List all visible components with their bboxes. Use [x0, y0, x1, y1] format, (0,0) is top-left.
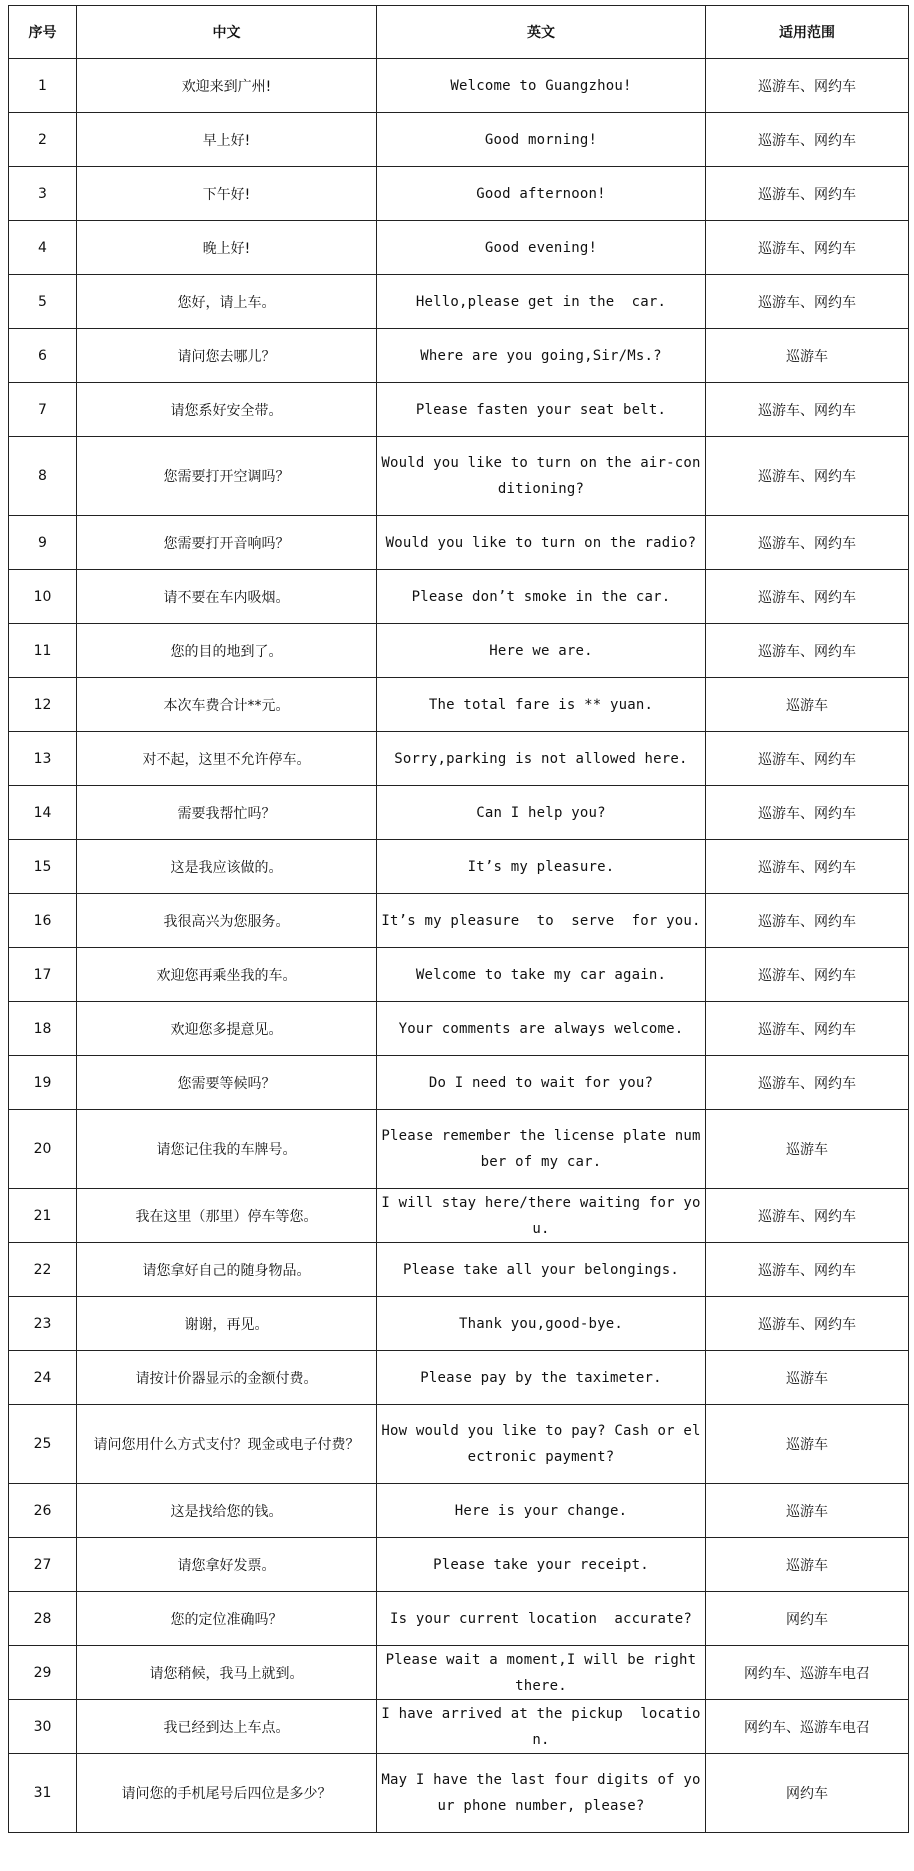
row-chinese-cell: 请您稍候，我马上就到。	[77, 1646, 377, 1700]
row-scope-cell: 巡游车、网约车	[706, 437, 909, 516]
row-index-cell: 25	[9, 1405, 77, 1484]
table-row	[9, 221, 909, 275]
row-english-cell: Where are you going,Sir/Ms.?	[377, 329, 706, 383]
row-english-cell: How would you like to pay? Cash or electronic payment?	[377, 1405, 706, 1484]
row-index-cell: 29	[9, 1646, 77, 1700]
table-row	[9, 383, 909, 437]
row-index-cell: 1	[9, 59, 77, 113]
row-english-cell: Do I need to wait for you?	[377, 1056, 706, 1110]
table-row	[9, 113, 909, 167]
row-chinese-cell: 请您系好安全带。	[77, 383, 377, 437]
header-english: 英文	[377, 6, 706, 59]
row-english-cell: Can I help you?	[377, 786, 706, 840]
row-chinese-cell: 您需要打开音响吗？	[77, 516, 377, 570]
row-chinese-cell: 您需要打开空调吗？	[77, 437, 377, 516]
table-row	[9, 1189, 909, 1243]
row-scope-cell: 网约车、巡游车电召	[706, 1700, 909, 1754]
row-index-cell: 8	[9, 437, 77, 516]
row-chinese-cell: 请问您用什么方式支付？现金或电子付费？	[77, 1405, 377, 1484]
row-chinese-cell: 请您拿好发票。	[77, 1538, 377, 1592]
row-index-cell: 14	[9, 786, 77, 840]
row-index-cell: 9	[9, 516, 77, 570]
row-english-cell: Here we are.	[377, 624, 706, 678]
row-scope-cell: 巡游车、网约车	[706, 786, 909, 840]
row-index-cell: 3	[9, 167, 77, 221]
row-scope-cell: 网约车	[706, 1592, 909, 1646]
row-english-cell: Please don’t smoke in the car.	[377, 570, 706, 624]
table-row	[9, 1646, 909, 1700]
row-scope-cell: 巡游车、网约车	[706, 1056, 909, 1110]
row-chinese-cell: 我很高兴为您服务。	[77, 894, 377, 948]
table-row	[9, 1056, 909, 1110]
row-scope-cell: 巡游车、网约车	[706, 275, 909, 329]
table-row	[9, 1405, 909, 1484]
row-scope-cell: 巡游车	[706, 678, 909, 732]
row-chinese-cell: 您好，请上车。	[77, 275, 377, 329]
header-index: 序号	[9, 6, 77, 59]
row-chinese-cell: 对不起，这里不允许停车。	[77, 732, 377, 786]
row-index-cell: 23	[9, 1297, 77, 1351]
header-row	[9, 6, 909, 59]
phrase-table	[8, 5, 909, 1833]
table-row	[9, 1110, 909, 1189]
row-scope-cell: 巡游车、网约车	[706, 383, 909, 437]
row-english-cell: Is your current location accurate?	[377, 1592, 706, 1646]
table-row	[9, 1002, 909, 1056]
row-chinese-cell: 请您记住我的车牌号。	[77, 1110, 377, 1189]
row-index-cell: 19	[9, 1056, 77, 1110]
row-english-cell: Please fasten your seat belt.	[377, 383, 706, 437]
row-english-cell: Please pay by the taximeter.	[377, 1351, 706, 1405]
row-index-cell: 6	[9, 329, 77, 383]
table-row	[9, 948, 909, 1002]
row-scope-cell: 巡游车	[706, 1351, 909, 1405]
row-scope-cell: 巡游车、网约车	[706, 894, 909, 948]
row-chinese-cell: 欢迎来到广州!	[77, 59, 377, 113]
row-scope-cell: 巡游车、网约车	[706, 1189, 909, 1243]
table-row	[9, 678, 909, 732]
header-chinese: 中文	[77, 6, 377, 59]
row-english-cell: I will stay here/there waiting for you.	[377, 1189, 706, 1243]
row-index-cell: 26	[9, 1484, 77, 1538]
row-english-cell: Sorry,parking is not allowed here.	[377, 732, 706, 786]
row-scope-cell: 巡游车、网约车	[706, 732, 909, 786]
row-chinese-cell: 请按计价器显示的金额付费。	[77, 1351, 377, 1405]
row-index-cell: 30	[9, 1700, 77, 1754]
table-row	[9, 1592, 909, 1646]
row-index-cell: 27	[9, 1538, 77, 1592]
row-english-cell: I have arrived at the pickup location.	[377, 1700, 706, 1754]
table-row	[9, 1754, 909, 1833]
row-scope-cell: 巡游车、网约车	[706, 1243, 909, 1297]
row-chinese-cell: 请您拿好自己的随身物品。	[77, 1243, 377, 1297]
table-row	[9, 570, 909, 624]
row-index-cell: 18	[9, 1002, 77, 1056]
row-english-cell: Good morning!	[377, 113, 706, 167]
header-scope: 适用范围	[706, 6, 909, 59]
table-row	[9, 1243, 909, 1297]
row-chinese-cell: 下午好!	[77, 167, 377, 221]
row-english-cell: Thank you,good-bye.	[377, 1297, 706, 1351]
row-scope-cell: 巡游车	[706, 329, 909, 383]
row-english-cell: Good afternoon!	[377, 167, 706, 221]
row-english-cell: Good evening!	[377, 221, 706, 275]
row-chinese-cell: 您的目的地到了。	[77, 624, 377, 678]
table-row	[9, 1297, 909, 1351]
row-scope-cell: 巡游车、网约车	[706, 221, 909, 275]
table-row	[9, 1538, 909, 1592]
row-index-cell: 2	[9, 113, 77, 167]
row-chinese-cell: 晚上好!	[77, 221, 377, 275]
row-index-cell: 20	[9, 1110, 77, 1189]
row-scope-cell: 巡游车、网约车	[706, 570, 909, 624]
row-english-cell: Hello,please get in the car.	[377, 275, 706, 329]
row-chinese-cell: 这是找给您的钱。	[77, 1484, 377, 1538]
table-row	[9, 1351, 909, 1405]
row-index-cell: 13	[9, 732, 77, 786]
row-chinese-cell: 这是我应该做的。	[77, 840, 377, 894]
row-chinese-cell: 您的定位准确吗？	[77, 1592, 377, 1646]
row-scope-cell: 巡游车	[706, 1484, 909, 1538]
table-row	[9, 329, 909, 383]
table-row	[9, 275, 909, 329]
row-english-cell: Please wait a moment,I will be right there.	[377, 1646, 706, 1700]
table-row	[9, 59, 909, 113]
row-index-cell: 16	[9, 894, 77, 948]
row-english-cell: Please remember the license plate number of my car.	[377, 1110, 706, 1189]
row-english-cell: It’s my pleasure.	[377, 840, 706, 894]
table-row	[9, 167, 909, 221]
row-english-cell: Would you like to turn on the radio?	[377, 516, 706, 570]
row-chinese-cell: 欢迎您再乘坐我的车。	[77, 948, 377, 1002]
row-index-cell: 10	[9, 570, 77, 624]
row-index-cell: 31	[9, 1754, 77, 1833]
row-index-cell: 7	[9, 383, 77, 437]
row-scope-cell: 巡游车、网约车	[706, 113, 909, 167]
row-scope-cell: 巡游车	[706, 1110, 909, 1189]
row-chinese-cell: 请问您去哪儿？	[77, 329, 377, 383]
row-index-cell: 24	[9, 1351, 77, 1405]
row-scope-cell: 巡游车、网约车	[706, 624, 909, 678]
row-english-cell: It’s my pleasure to serve for you.	[377, 894, 706, 948]
table-row	[9, 437, 909, 516]
row-scope-cell: 巡游车、网约车	[706, 1297, 909, 1351]
row-chinese-cell: 早上好!	[77, 113, 377, 167]
table-row	[9, 840, 909, 894]
row-english-cell: Welcome to take my car again.	[377, 948, 706, 1002]
row-scope-cell: 巡游车、网约车	[706, 840, 909, 894]
row-scope-cell: 巡游车	[706, 1405, 909, 1484]
row-english-cell: Please take your receipt.	[377, 1538, 706, 1592]
row-english-cell: Here is your change.	[377, 1484, 706, 1538]
table-row	[9, 1484, 909, 1538]
row-index-cell: 12	[9, 678, 77, 732]
row-scope-cell: 巡游车、网约车	[706, 948, 909, 1002]
table-row	[9, 516, 909, 570]
row-scope-cell: 巡游车、网约车	[706, 167, 909, 221]
row-chinese-cell: 您需要等候吗？	[77, 1056, 377, 1110]
row-english-cell: Please take all your belongings.	[377, 1243, 706, 1297]
row-chinese-cell: 谢谢，再见。	[77, 1297, 377, 1351]
row-chinese-cell: 我已经到达上车点。	[77, 1700, 377, 1754]
row-scope-cell: 巡游车、网约车	[706, 59, 909, 113]
table-row	[9, 624, 909, 678]
row-chinese-cell: 请不要在车内吸烟。	[77, 570, 377, 624]
row-english-cell: The total fare is ** yuan.	[377, 678, 706, 732]
row-chinese-cell: 我在这里（那里）停车等您。	[77, 1189, 377, 1243]
row-scope-cell: 巡游车	[706, 1538, 909, 1592]
row-chinese-cell: 请问您的手机尾号后四位是多少？	[77, 1754, 377, 1833]
row-scope-cell: 巡游车、网约车	[706, 1002, 909, 1056]
row-english-cell: Would you like to turn on the air-conditioning?	[377, 437, 706, 516]
row-english-cell: Welcome to Guangzhou!	[377, 59, 706, 113]
row-index-cell: 28	[9, 1592, 77, 1646]
table-row	[9, 894, 909, 948]
row-index-cell: 22	[9, 1243, 77, 1297]
table-row	[9, 1700, 909, 1754]
row-scope-cell: 网约车、巡游车电召	[706, 1646, 909, 1700]
row-chinese-cell: 本次车费合计**元。	[77, 678, 377, 732]
row-scope-cell: 网约车	[706, 1754, 909, 1833]
row-index-cell: 15	[9, 840, 77, 894]
table-row	[9, 732, 909, 786]
row-index-cell: 11	[9, 624, 77, 678]
row-index-cell: 5	[9, 275, 77, 329]
row-index-cell: 4	[9, 221, 77, 275]
row-index-cell: 21	[9, 1189, 77, 1243]
row-english-cell: Your comments are always welcome.	[377, 1002, 706, 1056]
row-chinese-cell: 欢迎您多提意见。	[77, 1002, 377, 1056]
row-english-cell: May I have the last four digits of your phone number, please?	[377, 1754, 706, 1833]
table-row	[9, 786, 909, 840]
row-index-cell: 17	[9, 948, 77, 1002]
row-scope-cell: 巡游车、网约车	[706, 516, 909, 570]
row-chinese-cell: 需要我帮忙吗？	[77, 786, 377, 840]
